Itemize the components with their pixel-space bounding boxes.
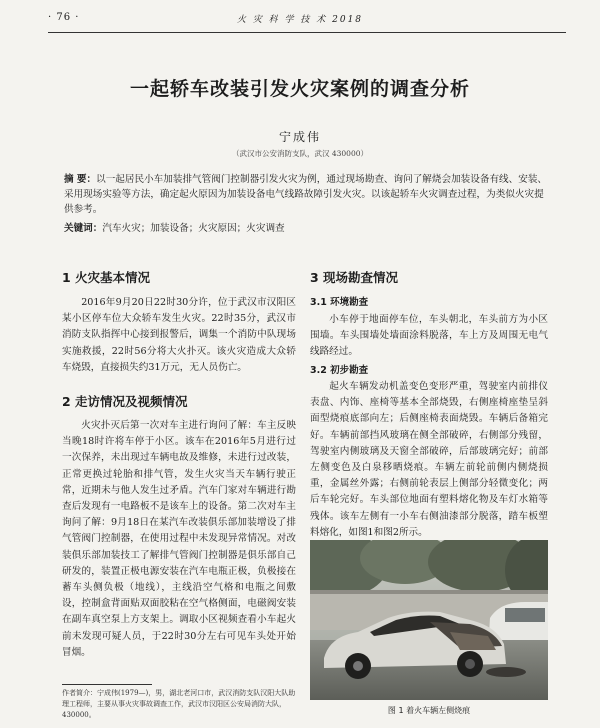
footnote-rule xyxy=(62,684,152,685)
abstract xyxy=(64,172,548,217)
section-heading-1: 1 火灾基本情况 xyxy=(62,270,151,285)
keywords xyxy=(64,222,548,236)
figure-1-photo xyxy=(310,540,548,700)
section-2-paragraph: 火灾扑灭后第一次对车主进行询问了解：车主反映当晚18时许将车停于小区。该车在2016年5月进行过一次保养，未出现过车辆电故及维修，未进行过改装，正常更换过轮胎和排气管，发生火灾当天车辆行驶正常，近期未与他人发生过矛盾。汽车门家对车辆进行勘查后发现有一电路板不是该车上的设备。第二次对车主询问了解：9月18日在某汽车改装俱乐部加装增设了排气管阀门控制器，在使用过程中未发现异常情况。对改装俱乐部加装技工了解排气管阀门控制器是俱乐部自己研发的，装置正极电源安装在汽车电瓶正极，负极接在蓄车头侧负极（地线），主线沿空气格和电瓶之间敷设，控制盒背面贴双面胶粘在空气格侧面，电磁阀安装在副车真空泵上方支架上。调取小区视频查看小车起火前未发现可疑人员，于22时30分左右可见车头处开始冒烟。 xyxy=(62,420,296,658)
journal-header: 火 灾 科 学 技 术 2018 xyxy=(236,15,364,25)
burned-car-illustration xyxy=(310,540,548,700)
subsection-heading-3-1: 3.1 环境勘查 xyxy=(310,297,369,308)
subsection-heading-3-2: 3.2 初步勘查 xyxy=(310,365,369,376)
figure-1-caption: 图 1 着火车辆左侧烧痕 xyxy=(387,706,471,715)
author-affiliation: （武汉市公安消防支队，武汉 430000） xyxy=(231,149,368,158)
article-title: 一起轿车改装引发火灾案例的调查分析 xyxy=(129,78,470,100)
author-name: 宁成伟 xyxy=(278,130,321,144)
section-heading-3: 3 现场勘查情况 xyxy=(310,270,399,285)
subsection-3-1-body xyxy=(310,312,548,361)
subsection-3-2-body xyxy=(310,379,548,541)
section-1-paragraph: 2016年9月20日22时30分许，位于武汉市汉阳区某小区停车位大众轿车发生火灾。22时35分，武汉市消防支队指挥中心接到报警后，调集一个消防中队现场实施救援，22时56分将大火扑灭。该火灾造成大众轿车烧毁，直接损失约31万元，无人员伤亡。 xyxy=(62,297,296,373)
header-rule xyxy=(48,32,566,33)
abstract-text: 以一起居民小车加装排气管阀门控制器引发火灾为例，通过现场勘查、询问了解烧会加装设备有线、安装、采用现场实验等方法，确定起火原因为加装设备电气线路故障引发火灾。以该起轿车火灾调查过程，为类似火灾提供参考。 xyxy=(64,174,548,215)
author-footnote: 作者简介：宁成伟(1979—)，男，湖北老河口市，武汉消防支队汉阳大队助理工程师，主要从事火灾事故调查工作，武汉市汉阳区公安局消防大队，430000。 xyxy=(62,689,296,719)
section-heading-2: 2 走访情况及视频情况 xyxy=(62,394,188,409)
subsection-3-1-paragraph: 小车停于地面停车位，车头朝北，车头前方为小区围墙。车头围墙处墙面涂料脱落，车上方及周围无电气线路经过。 xyxy=(310,314,548,358)
section-2-body xyxy=(62,418,296,661)
subsection-3-2-paragraph: 起火车辆发动机盖变色变形严重，驾驶室内前排仪表盘、内饰、座椅等基本全部烧毁，右侧座椅座垫呈斜面型烧痕底部向左；后侧座椅表面烧毁。车辆后备箱完好。车辆前部挡风玻璃在侧全部破碎，右侧部分残留，驾驶室内侧玻璃及天窗全部破碎，后部玻璃完好；前部左侧变色及白泉移晒烧痕。车辆左前轮前侧内侧烧损重，金属丝外露；右侧前轮表层上侧部分轻微变化；两后车轮完好。车头部位地面有塑料熔化物及车灯水箱等残体。该车左侧有一小车右侧油漆部分脱落，踏车板塑料熔化，如图1和图2所示。 xyxy=(310,381,548,538)
page-number: · 76 · xyxy=(48,12,80,23)
keywords-label: 关键词： xyxy=(64,223,103,234)
section-1-body xyxy=(62,295,296,376)
abstract-label: 摘 要： xyxy=(64,174,97,185)
keywords-text: 汽车火灾；加装设备；火灾原因；火灾调查 xyxy=(102,223,285,234)
